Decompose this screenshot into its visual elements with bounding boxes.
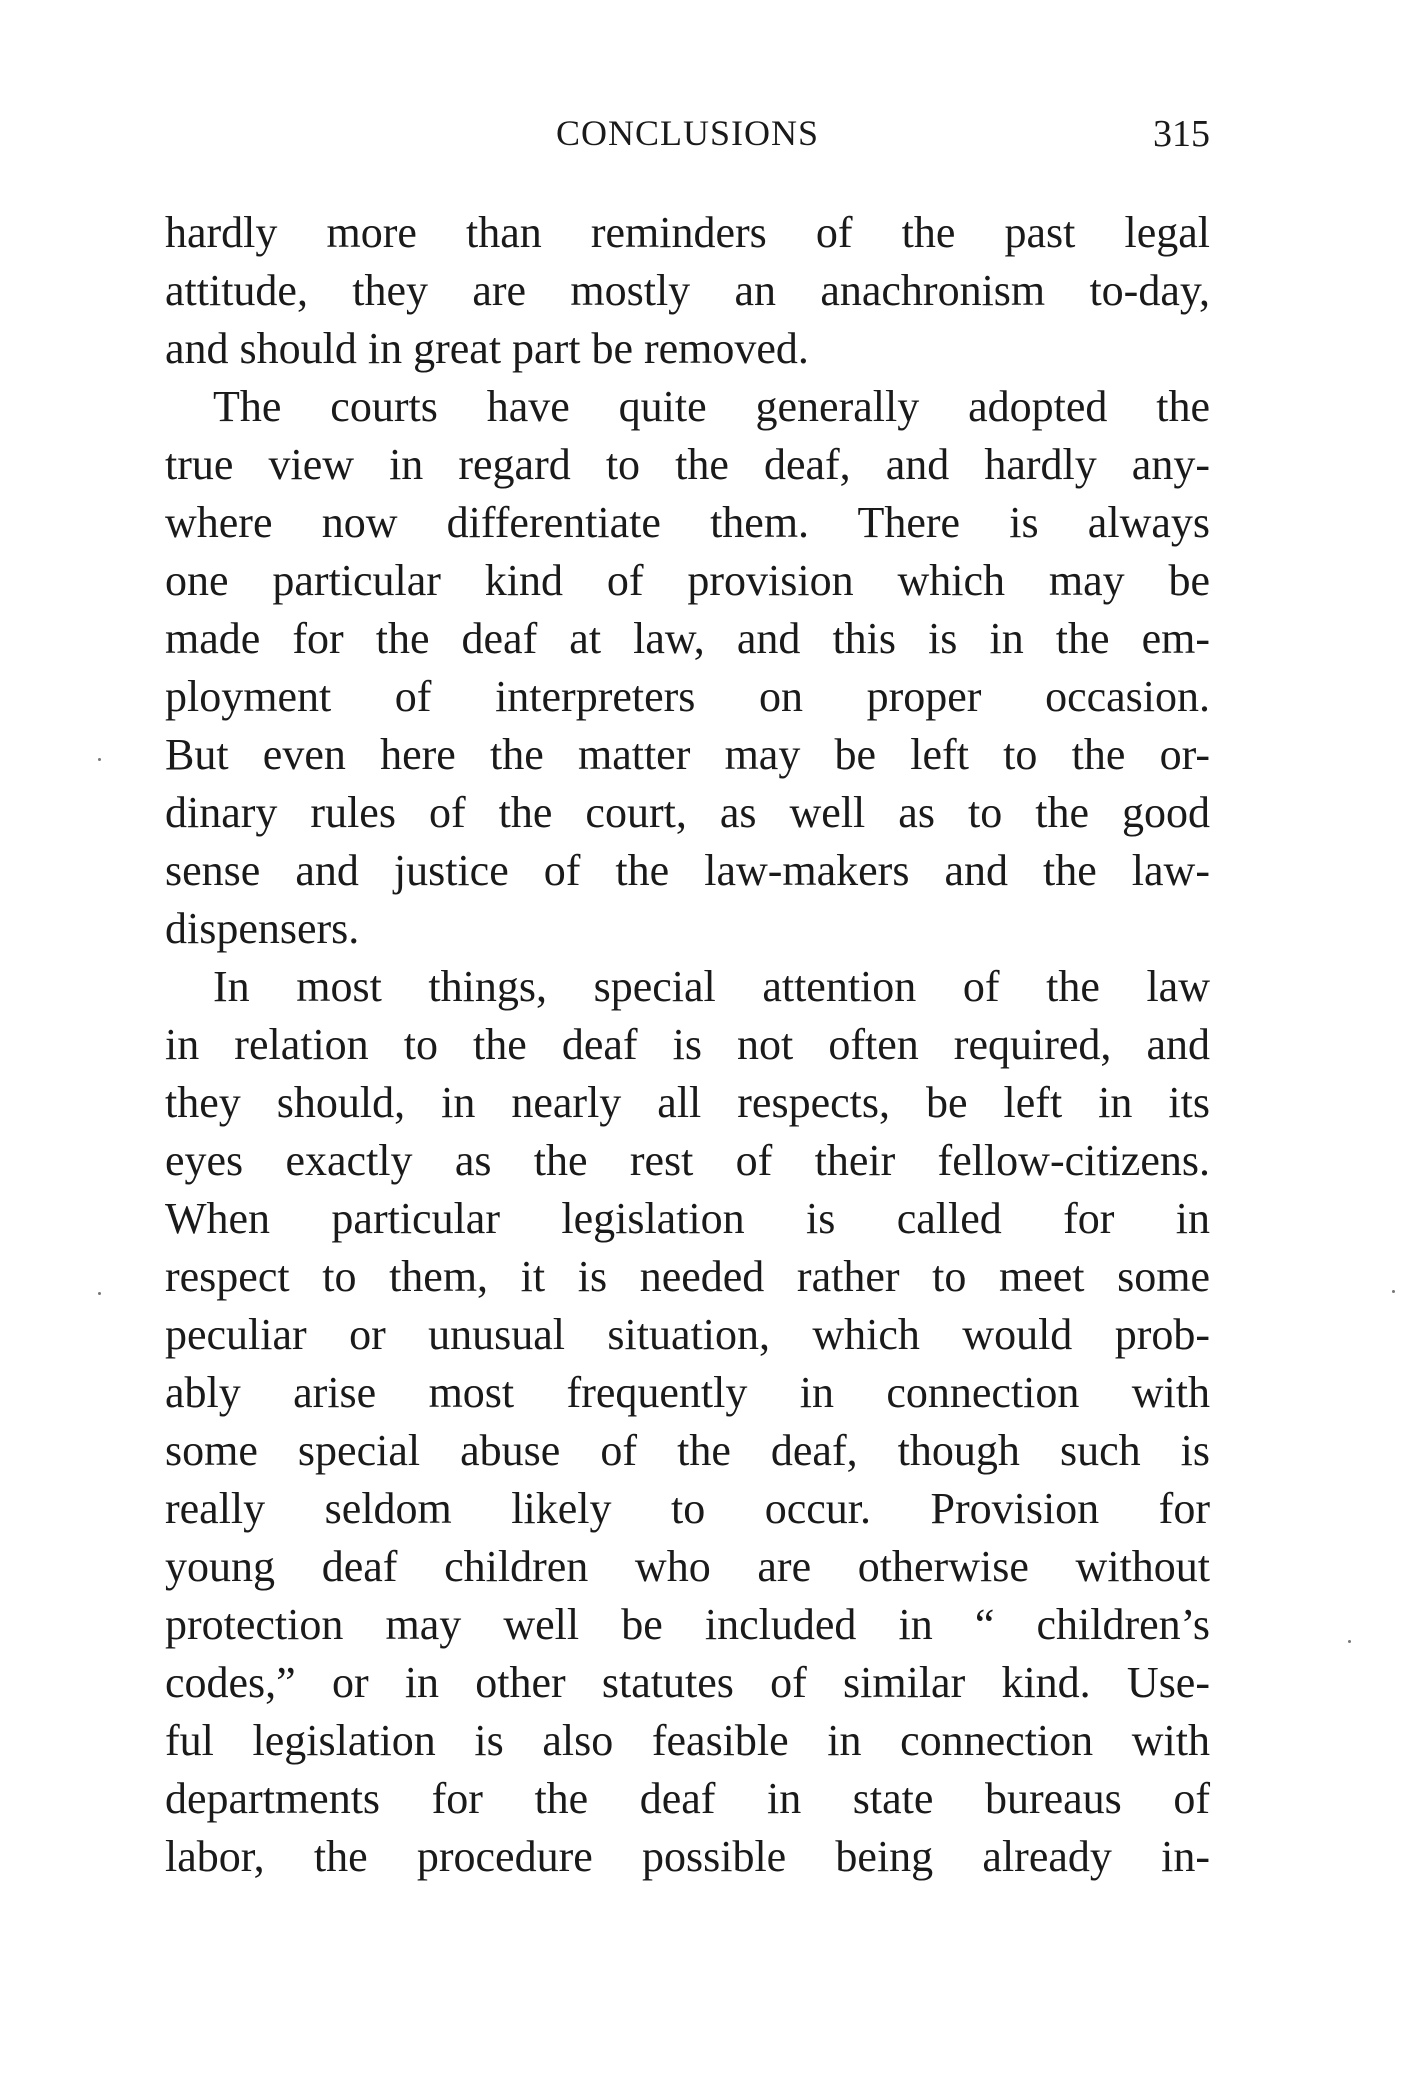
text-line: labor, the procedure possible being already in-: [165, 1832, 1210, 1881]
text-line: in relation to the deaf is not often required, and: [165, 1020, 1210, 1069]
text-line: eyes exactly as the rest of their fellow-citizens.: [165, 1136, 1210, 1185]
text-line: ful legislation is also feasible in connection with: [165, 1716, 1210, 1765]
paper-speck: [1392, 1290, 1395, 1293]
text-line: ably arise most frequently in connection with: [165, 1368, 1210, 1417]
text-line: and should in great part be removed.: [165, 324, 809, 373]
text-line: protection may well be included in “ children’s: [165, 1600, 1210, 1649]
running-head: [165, 112, 1210, 172]
text-line: But even here the matter may be left to the or-: [165, 730, 1210, 779]
text-line: peculiar or unusual situation, which would prob-: [165, 1310, 1210, 1359]
text-line: respect to them, it is needed rather to meet some: [165, 1252, 1210, 1301]
text-line: made for the deaf at law, and this is in the em-: [165, 614, 1210, 663]
text-line: some special abuse of the deaf, though such is: [165, 1426, 1210, 1475]
text-line: young deaf children who are otherwise without: [165, 1542, 1210, 1591]
body-text: [165, 204, 1210, 1886]
text-line: they should, in nearly all respects, be left in its: [165, 1078, 1210, 1127]
paper-speck: [98, 758, 101, 761]
text-line: sense and justice of the law-makers and the law-: [165, 846, 1210, 895]
text-line: attitude, they are mostly an anachronism to-day,: [165, 266, 1210, 315]
text-line: In most things, special attention of the law: [213, 962, 1210, 1011]
page-number: 315: [1153, 113, 1210, 155]
text-line: really seldom likely to occur. Provision for: [165, 1484, 1210, 1533]
text-line: ployment of interpreters on proper occasion.: [165, 672, 1210, 721]
paper-speck: [98, 1292, 101, 1295]
text-line: one particular kind of provision which may be: [165, 556, 1210, 605]
running-title: CONCLUSIONS: [555, 113, 820, 153]
text-line: departments for the deaf in state bureaus of: [165, 1774, 1210, 1823]
text-line: hardly more than reminders of the past legal: [165, 208, 1210, 257]
text-line: where now differentiate them. There is always: [165, 498, 1210, 547]
text-line: The courts have quite generally adopted the: [213, 382, 1210, 431]
text-line: true view in regard to the deaf, and hardly any-: [165, 440, 1210, 489]
text-line: When particular legislation is called for in: [165, 1194, 1210, 1243]
text-line: dispensers.: [165, 904, 360, 953]
text-line: dinary rules of the court, as well as to the good: [165, 788, 1210, 837]
paper-speck: [1348, 1640, 1351, 1643]
text-line: codes,” or in other statutes of similar kind. Use-: [165, 1658, 1210, 1707]
